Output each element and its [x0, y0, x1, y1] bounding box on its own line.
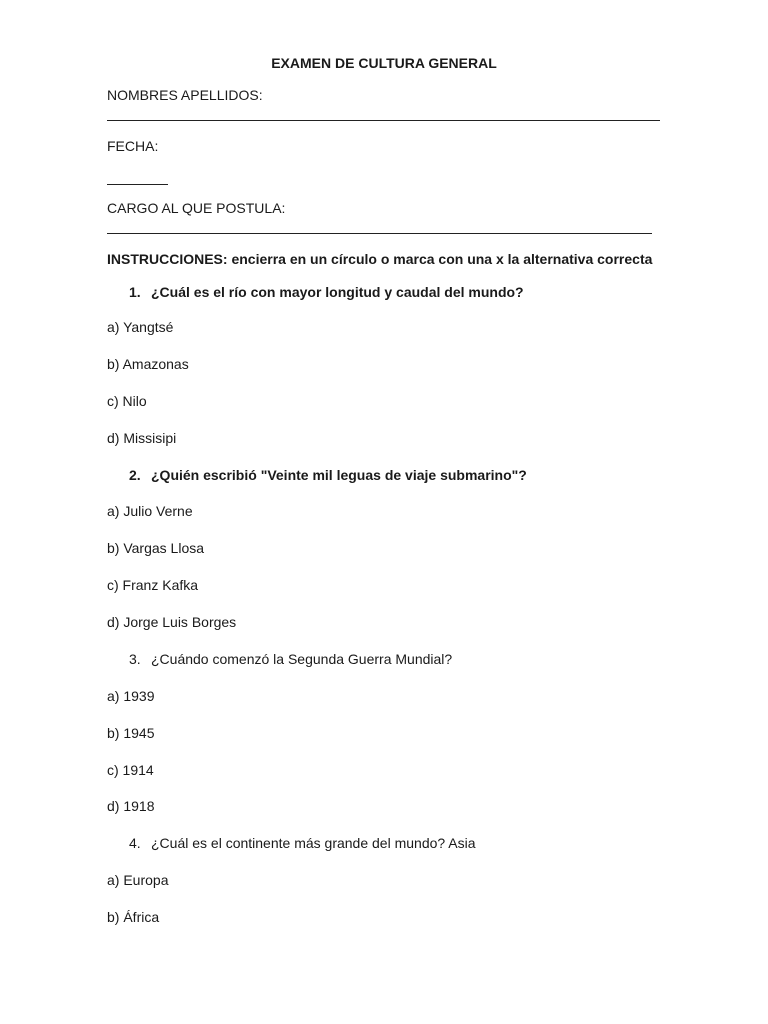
- question-1: [129, 283, 524, 301]
- question-number: 2.: [129, 467, 141, 483]
- option-3a[interactable]: a) 1939: [107, 688, 155, 704]
- option-3b[interactable]: b) 1945: [107, 725, 155, 741]
- name-label: NOMBRES APELLIDOS:: [107, 87, 263, 103]
- name-answer-line[interactable]: [107, 120, 660, 121]
- date-label: FECHA:: [107, 138, 159, 154]
- question-number: 4.: [129, 835, 141, 851]
- option-2a[interactable]: a) Julio Verne: [107, 503, 193, 519]
- question-number: 3.: [129, 651, 141, 667]
- option-4b[interactable]: b) África: [107, 909, 160, 925]
- position-answer-line[interactable]: [107, 233, 652, 234]
- question-number: 1.: [129, 284, 141, 300]
- option-3d[interactable]: d) 1918: [107, 798, 155, 814]
- option-4a[interactable]: a) Europa: [107, 872, 169, 888]
- option-1c[interactable]: c) Nilo: [107, 393, 147, 409]
- exam-title: EXAMEN DE CULTURA GENERAL: [271, 55, 497, 71]
- option-1b[interactable]: b) Amazonas: [107, 356, 189, 372]
- question-2: [129, 466, 527, 484]
- option-2c[interactable]: c) Franz Kafka: [107, 577, 199, 593]
- question-text: ¿Cuál es el río con mayor longitud y caudal del mundo?: [151, 284, 524, 300]
- option-1d[interactable]: d) Missisipi: [107, 430, 177, 446]
- question-text: ¿Cuál es el continente más grande del mundo? Asia: [151, 835, 476, 851]
- option-2b[interactable]: b) Vargas Llosa: [107, 540, 205, 556]
- position-label: CARGO AL QUE POSTULA:: [107, 200, 286, 216]
- instructions: INSTRUCCIONES: encierra en un círculo o marca con una x la alternativa correcta: [107, 251, 653, 267]
- option-1a[interactable]: a) Yangtsé: [107, 319, 174, 335]
- option-2d[interactable]: d) Jorge Luis Borges: [107, 614, 237, 630]
- question-text: ¿Cuándo comenzó la Segunda Guerra Mundial?: [151, 651, 453, 667]
- date-answer-line[interactable]: [107, 184, 168, 185]
- option-3c[interactable]: c) 1914: [107, 762, 154, 778]
- question-3: [129, 650, 452, 668]
- question-4: [129, 834, 476, 852]
- question-text: ¿Quién escribió "Veinte mil leguas de viaje submarino"?: [151, 467, 527, 483]
